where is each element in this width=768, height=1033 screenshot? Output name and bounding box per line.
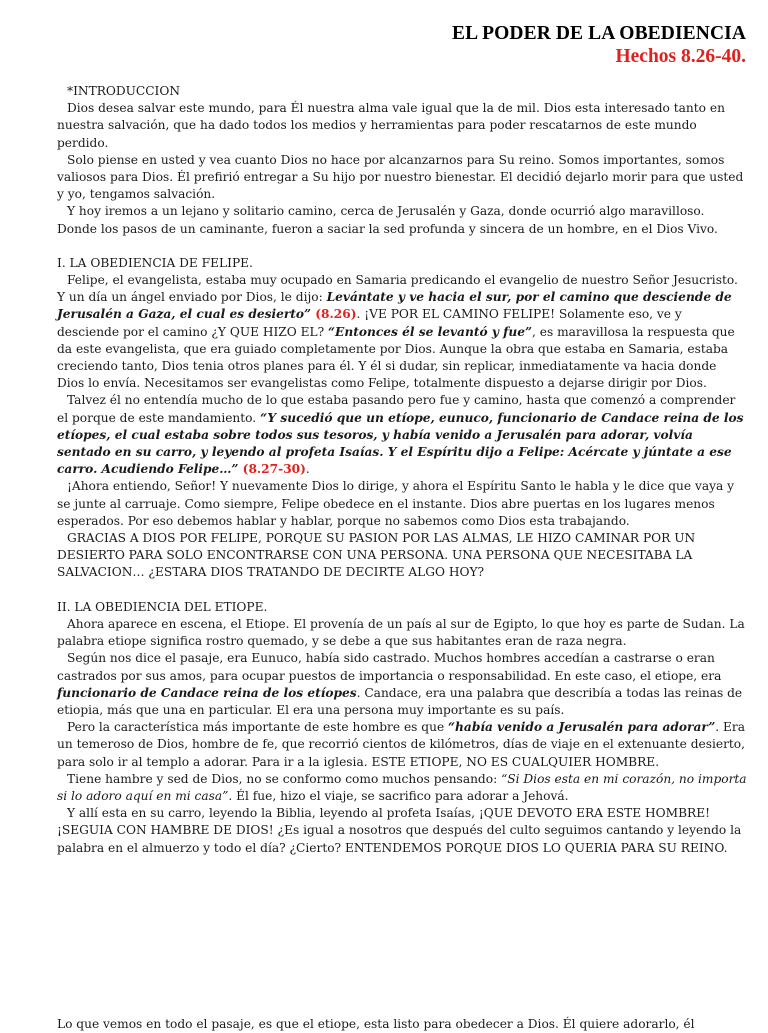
- text-run: . ¡VE POR EL CAMINO FELIPE! Solamente eso, ve y desciende por el camino ¿Y QUE HIZO EL?: [57, 307, 682, 339]
- intro-paragraph-3: Y hoy iremos a un lejano y solitario camino, cerca de Jerusalén y Gaza, donde ocurrió algo maravilloso. Donde los pasos de un caminante, fueron a saciar la sed profunda y sincera de un hombre, en el Dios Vivo.: [57, 204, 718, 236]
- scripture-quote: “Si Dios esta en mi corazón, no importa si lo adoro aquí en mi casa”: [57, 771, 747, 803]
- text-run: Felipe, el evangelista, estaba muy ocupado en Samaria predicando el evangelio de nuestro Señor Jesucristo. Y un día un ángel enviado por Dios, le dijo:: [57, 273, 738, 305]
- text-run: , es maravillosa la respuesta que da este evangelista, que era guiado completamente por Dios. Aunque la obra que estaba en Samaria, estaba creciendo tanto, Dios tenia otros planes para él. Y él si dudar, sin replicar, inmediatamente va hacia donde Dios lo envía. Necesitamos ser evangelistas como Felipe, totalmente dispuesto a dejarse dirigir por Dios.: [57, 324, 735, 391]
- text-run: Tiene hambre y sed de Dios, no se conformo como muchos pensando:: [67, 771, 502, 786]
- document-title: EL PODER DE LA OBEDIENCIA: [452, 23, 746, 44]
- intro-paragraph-2: Solo piense en usted y vea cuanto Dios no hace por alcanzarnos para Su reino. Somos importantes, somos valiosos para Dios. Él prefirió entregar a Su hijo por nuestro bienestar. El decidió dejarlo morir para que usted y yo, tengamos salvación.: [57, 152, 744, 202]
- section-1-heading: I. LA OBEDIENCIA DE FELIPE.: [57, 255, 253, 270]
- text-run: Talvez él no entendía mucho de lo que estaba pasando pero fue y camino, hasta que comenzó a comprender el porque de este mandamiento.: [57, 393, 736, 425]
- section-1-paragraph-2: [57, 392, 747, 478]
- scripture-quote: funcionario de Candace reina de los etíopes: [57, 685, 357, 700]
- section-1-paragraph-4: GRACIAS A DIOS POR FELIPE, PORQUE SU PASION POR LAS ALMAS, LE HIZO CAMINAR POR UN DESIERTO PARA SOLO ENCONTRARSE CON UNA PERSONA. UNA PERSONA QUE NECESITABA LA SALVACION… ¿ESTARA DIOS TRATANDO DE DECIRTE ALGO HOY?: [57, 531, 696, 580]
- verse-reference: (8.27-30): [238, 462, 306, 477]
- scripture-quote: “Y sucedió que un etíope, eunuco, funcionario de Candace reina de los etíopes, el cual estaba sobre todos sus tesoros, y había venido a Jerusalén para adorar, volvía sentado en su carro, y leyendo al profeta Isaías. Y el Espíritu dijo a Felipe: Acércate y júntate a ese carro. Acudiendo Felipe…”: [57, 410, 744, 477]
- text-run: . Era un temeroso de Dios, hombre de fe, que recorrió cientos de kilómetros, días de viaje en el extenuante desierto, para solo ir al templo a adorar. Para ir a la iglesia. ESTE ETIOPE, NO ES CUALQUIER HOMBRE.: [57, 720, 746, 769]
- text-run: Según nos dice el pasaje, era Eunuco, había sido castrado. Muchos hombres accedían a castrarse o eran castrados por sus amos, para ocupar puestos de importancia o responsabilidad. En este caso, el etiope, era: [57, 651, 722, 683]
- text-run: Pero la característica más importante de este hombre es que: [67, 720, 449, 735]
- scripture-reference: Hechos 8.26-40.: [615, 46, 746, 67]
- section-2-paragraph-5: Y allí esta en su carro, leyendo la Biblia, leyendo al profeta Isaías, ¡QUE DEVOTO ERA ESTE HOMBRE! ¡SEGUIA CON HAMBRE DE DIOS! ¿Es igual a nosotros que después del culto seguimos cantando y leyendo la palabra en el almuerzo y todo el día? ¿Cierto? ENTENDEMOS PORQUE DIOS LO QUERIA PARA SU REINO.: [57, 806, 742, 855]
- section-1-paragraph-1: [57, 272, 747, 392]
- scripture-quote: “había venido a Jerusalén para adorar”: [448, 720, 716, 735]
- scripture-quote: Levántate y ve hacia el sur, por el camino que desciende de Jerusalén a Gaza, el cual es desierto”: [57, 290, 732, 322]
- section-2-paragraph-1: Ahora aparece en escena, el Etiope. El provenía de un país al sur de Egipto, lo que hoy es parte de Sudan. La palabra etiope significa rostro quemado, y se debe a que sus habitantes eran de raza negra.: [57, 616, 745, 649]
- text-run: . Candace, era una palabra que describía a todas las reinas de etiopia, más que una en particular. El era una persona muy importante es su país.: [57, 685, 743, 717]
- section-2-paragraph-4: [57, 771, 747, 805]
- text-run: . Él fue, hizo el viaje, se sacrifico para adorar a Jehová.: [228, 788, 569, 803]
- text-run: .: [305, 462, 310, 477]
- section-2-paragraph-2: [57, 650, 747, 719]
- spacer: [57, 238, 747, 255]
- section-1-paragraph-3: ¡Ahora entiendo, Señor! Y nuevamente Dios lo dirige, y ahora el Espíritu Santo le habla y le dice que vaya y se junte al carruaje. Como siempre, Felipe obedece en el instante. Dios abre puertas en los lugares menos esperados. Por eso debemos hablar y hablar, porque no sabemos como Dios esta trabajando.: [57, 479, 735, 528]
- verse-reference: (8.26): [311, 307, 357, 322]
- document-body: [57, 83, 747, 857]
- spacer: [57, 582, 747, 599]
- section-2-heading: II. LA OBEDIENCIA DEL ETIOPE.: [57, 599, 268, 614]
- cut-off-paragraph: Lo que vemos en todo el pasaje, es que el etiope, esta listo para obedecer a Dios. Él quiere adorarlo, él: [57, 1017, 695, 1031]
- title-block: [452, 22, 746, 68]
- intro-heading: *INTRODUCCION: [67, 84, 181, 98]
- section-2-paragraph-3: [57, 719, 747, 771]
- intro-paragraph-1: Dios desea salvar este mundo, para Él nuestra alma vale igual que la de mil. Dios esta interesado tanto en nuestra salvación, que ha dado todos los medios y herramientas para poder rescatarnos de este mundo perdido.: [57, 101, 725, 150]
- scripture-quote: “Entonces él se levantó y fue”: [328, 324, 533, 339]
